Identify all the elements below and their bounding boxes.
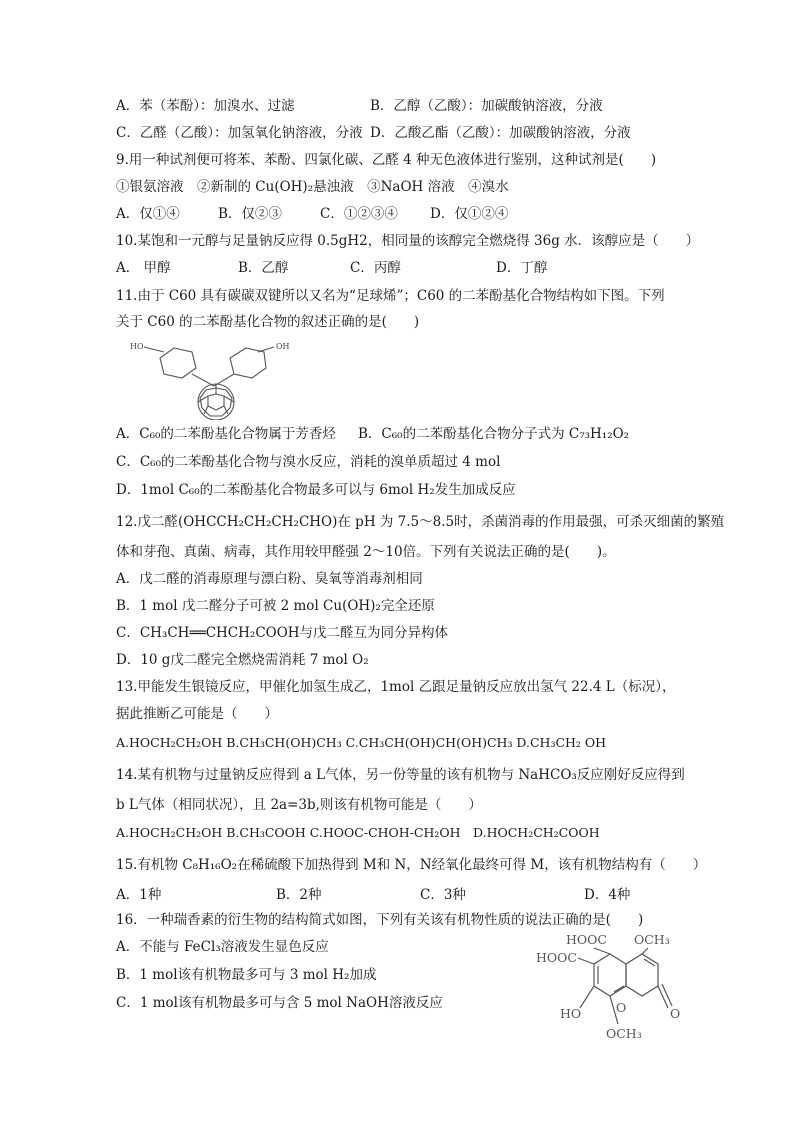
fig-carbonyl-oxygen-label: O — [670, 1006, 681, 1021]
q14-stem-line1: 14.某有机物与过量钠反应得到 a L气体，另一份等量的该有机物与 NaHCO₃反应刚好反应得到 — [116, 767, 685, 783]
fig-ho-left-label: HO — [130, 342, 144, 351]
c60-diphenol-structure-figure — [126, 338, 326, 420]
fig-ho-label: HO — [560, 1006, 582, 1021]
q9-reagents: ①银氨溶液 ②新制的 Cu(OH)₂悬浊液 ③NaOH 溶液 ④溴水 — [116, 179, 509, 195]
q10-option-b: B．乙醇 — [238, 260, 289, 276]
q16-option-a: A．不能与 FeCl₃溶液发生显色反应 — [116, 939, 329, 955]
q13-options: A.HOCH₂CH₂OH B.CH₃CH(OH)CH₃ C.CH₃CH(OH)CH(OH)CH₃ D.CH₃CH₂ OH — [116, 735, 607, 750]
q9-stem: 9.用一种试剂便可将苯、苯酚、四氯化碳、乙醛 4 种无色液体进行鉴别，这种试剂是( ) — [116, 152, 657, 168]
q13-stem-line1: 13.甲能发生银镜反应，甲催化加氢生成乙，1mol 乙跟足量钠反应放出氢气 22.4 L（标况）， — [116, 679, 676, 695]
q8-option-a: A．苯（苯酚）：加溴水、过滤 — [116, 98, 295, 114]
q14-options: A.HOCH₂CH₂OH B.CH₃COOH C.HOOC-CHOH-CH₂OH D.HOCH₂CH₂COOH — [116, 825, 600, 840]
q15-option-c: C．3种 — [420, 887, 466, 903]
fig-och3-bottom-label: OCH₃ — [606, 1026, 642, 1041]
q15-option-d: D．4种 — [584, 887, 631, 903]
q9-option-c: C．①②③④ — [320, 206, 398, 222]
q9-option-d: D．仅①②④ — [430, 206, 509, 222]
q15-option-b: B．2种 — [276, 887, 322, 903]
q12-stem-line1: 12.戊二醛(OHCCH₂CH₂CH₂CHO)在 pH 为 7.5～8.5时，杀菌消毒的作用最强，可杀灭细菌的繁殖 — [116, 514, 725, 530]
q12-option-b: B．1 mol 戊二醛分子可被 2 mol Cu(OH)₂完全还原 — [116, 598, 435, 614]
q8-option-c: C．乙醛（乙酸）：加氢氧化钠溶液，分液 — [116, 125, 363, 141]
q10-stem: 10.某饱和一元醇与足量钠反应得 0.5gH2，相同量的该醇完全燃烧得 36g 水．该醇应是（ ） — [116, 233, 700, 249]
q12-option-a: A．戊二醛的消毒原理与漂白粉、臭氧等消毒剂相同 — [116, 571, 423, 587]
q12-option-c: C．CH₃CH══CHCH₂COOH与戊二醛互为同分异构体 — [116, 625, 449, 641]
fig-och3-top-label: OCH₃ — [634, 932, 670, 947]
q16-option-c: C．1 mol该有机物最多可与含 5 mol NaOH溶液反应 — [116, 995, 443, 1011]
fig-ring-oxygen-label: O — [616, 1000, 627, 1015]
q10-option-a: A． 甲醇 — [116, 260, 171, 276]
q12-option-d: D．10 g戊二醛完全燃烧需消耗 7 mol O₂ — [116, 652, 369, 668]
q10-option-c: C．丙醇 — [350, 260, 401, 276]
daphnetin-derivative-structure-figure — [530, 928, 700, 1046]
q13-stem-line2: 据此推断乙可能是（ ） — [116, 706, 278, 722]
q9-option-a: A．仅①④ — [116, 206, 180, 222]
q11-option-b: B．C₆₀的二苯酚基化合物分子式为 C₇₃H₁₂O₂ — [358, 426, 630, 442]
q12-stem-line2: 体和芽孢、真菌、病毒，其作用较甲醛强 2～10倍。下列有关说法正确的是( )。 — [116, 544, 616, 560]
q15-stem: 15.有机物 C₈H₁₆O₂在稀硫酸下加热得到 M和 N，N经氧化最终可得 M，该有机物结构有（ ） — [116, 857, 707, 873]
q14-stem-line2: b L气体（相同状况），且 2a=3b,则该有机物可能是（ ） — [116, 797, 482, 813]
q11-option-c: C．C₆₀的二苯酚基化合物与溴水反应，消耗的溴单质超过 4 mol — [116, 454, 501, 470]
q16-option-b: B．1 mol该有机物最多可与 3 mol H₂加成 — [116, 967, 377, 983]
q10-option-d: D．丁醇 — [496, 260, 548, 276]
q11-stem-line1: 11.由于 C60 具有碳碳双键所以又名为“足球烯”；C60 的二苯酚基化合物结构如下图。下列 — [116, 288, 665, 304]
fig-hooc-top-label: HOOC — [566, 932, 607, 947]
q11-option-d: D．1mol C₆₀的二苯酚基化合物最多可以与 6mol H₂发生加成反应 — [116, 482, 516, 498]
q8-option-d: D．乙酸乙酯（乙酸）：加碳酸钠溶液，分液 — [370, 125, 631, 141]
q11-option-a: A．C₆₀的二苯酚基化合物属于芳香烃 — [116, 426, 336, 442]
fig-hooc-left-label: HOOC — [536, 950, 577, 965]
q16-stem: 16．一种瑞香素的衍生物的结构简式如图，下列有关该有机物性质的说法正确的是( ) — [116, 912, 644, 928]
fig-oh-right-label: OH — [276, 342, 290, 351]
q15-option-a: A．1种 — [116, 887, 162, 903]
q8-option-b: B．乙醇（乙酸）：加碳酸钠溶液，分液 — [370, 98, 603, 114]
q9-option-b: B．仅②③ — [218, 206, 282, 222]
q11-stem-line2: 关于 C60 的二苯酚基化合物的叙述正确的是( ) — [116, 314, 420, 330]
